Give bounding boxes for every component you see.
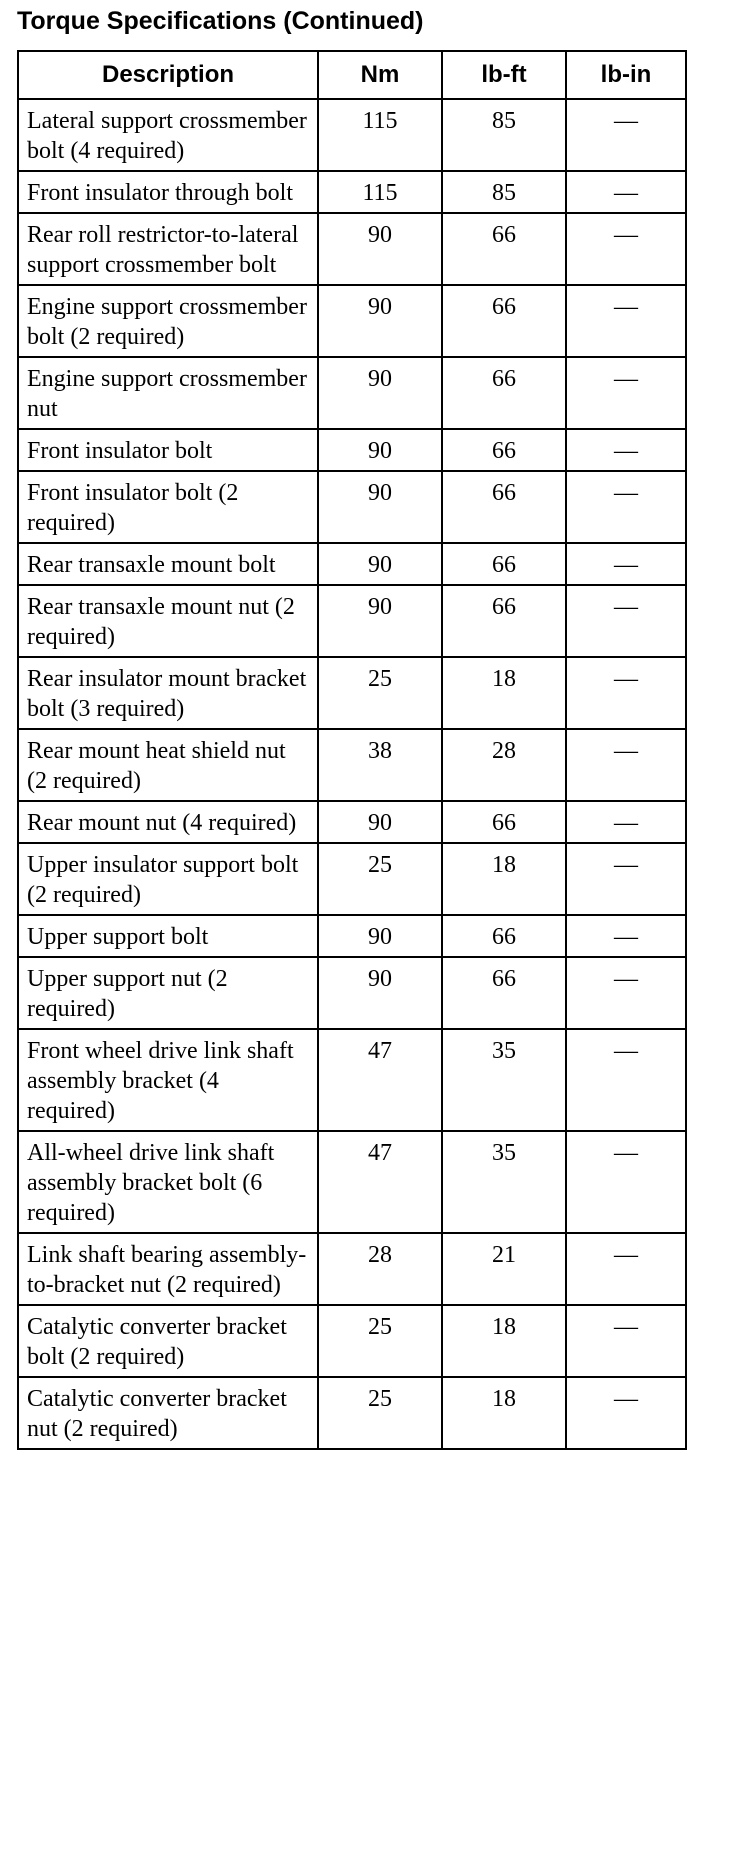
cell-description: Engine support crossmember bolt (2 required) [18, 285, 318, 357]
column-header-nm: Nm [318, 51, 442, 99]
cell-lbft: 18 [442, 1377, 566, 1449]
cell-lbft: 66 [442, 801, 566, 843]
cell-description: Rear insulator mount bracket bolt (3 required) [18, 657, 318, 729]
cell-lbin: — [566, 657, 686, 729]
cell-nm: 25 [318, 1377, 442, 1449]
cell-lbin: — [566, 171, 686, 213]
table-row [18, 585, 686, 657]
cell-lbin: — [566, 471, 686, 543]
table-row [18, 1029, 686, 1131]
column-header-lbft: lb-ft [442, 51, 566, 99]
table-row [18, 357, 686, 429]
table-row [18, 915, 686, 957]
table-row [18, 657, 686, 729]
cell-lbft: 66 [442, 429, 566, 471]
cell-lbin: — [566, 585, 686, 657]
cell-lbft: 18 [442, 843, 566, 915]
cell-lbft: 66 [442, 357, 566, 429]
cell-description: Upper support bolt [18, 915, 318, 957]
cell-nm: 90 [318, 429, 442, 471]
cell-lbin: — [566, 213, 686, 285]
cell-description: Front wheel drive link shaft assembly bracket (4 required) [18, 1029, 318, 1131]
torque-spec-table [17, 50, 687, 1450]
cell-lbft: 35 [442, 1131, 566, 1233]
cell-lbft: 66 [442, 285, 566, 357]
cell-nm: 28 [318, 1233, 442, 1305]
cell-description: Engine support crossmember nut [18, 357, 318, 429]
table-row [18, 429, 686, 471]
cell-lbft: 28 [442, 729, 566, 801]
table-row [18, 1305, 686, 1377]
cell-lbft: 35 [442, 1029, 566, 1131]
table-row [18, 1233, 686, 1305]
cell-nm: 90 [318, 957, 442, 1029]
cell-nm: 38 [318, 729, 442, 801]
cell-lbin: — [566, 99, 686, 171]
cell-nm: 90 [318, 213, 442, 285]
cell-description: Upper support nut (2 required) [18, 957, 318, 1029]
table-row [18, 99, 686, 171]
table-row [18, 213, 686, 285]
table-row [18, 729, 686, 801]
cell-lbin: — [566, 729, 686, 801]
cell-description: Lateral support crossmember bolt (4 required) [18, 99, 318, 171]
cell-description: Front insulator through bolt [18, 171, 318, 213]
cell-lbft: 21 [442, 1233, 566, 1305]
cell-lbin: — [566, 1131, 686, 1233]
cell-lbin: — [566, 357, 686, 429]
cell-lbft: 66 [442, 213, 566, 285]
cell-description: Rear transaxle mount nut (2 required) [18, 585, 318, 657]
cell-lbin: — [566, 915, 686, 957]
cell-description: Front insulator bolt [18, 429, 318, 471]
cell-lbin: — [566, 1305, 686, 1377]
cell-nm: 90 [318, 357, 442, 429]
cell-description: Rear transaxle mount bolt [18, 543, 318, 585]
table-row [18, 1131, 686, 1233]
column-header-lbin: lb-in [566, 51, 686, 99]
cell-lbft: 66 [442, 585, 566, 657]
cell-description: Front insulator bolt (2 required) [18, 471, 318, 543]
table-row [18, 801, 686, 843]
table-row [18, 957, 686, 1029]
cell-lbft: 18 [442, 657, 566, 729]
cell-lbin: — [566, 1029, 686, 1131]
cell-lbft: 85 [442, 99, 566, 171]
cell-lbft: 18 [442, 1305, 566, 1377]
cell-lbft: 66 [442, 543, 566, 585]
cell-nm: 25 [318, 1305, 442, 1377]
table-row [18, 285, 686, 357]
table-row [18, 543, 686, 585]
page-title: Torque Specifications (Continued) [17, 7, 424, 35]
cell-description: Rear mount nut (4 required) [18, 801, 318, 843]
cell-lbin: — [566, 801, 686, 843]
cell-nm: 90 [318, 285, 442, 357]
cell-lbin: — [566, 1233, 686, 1305]
cell-lbft: 66 [442, 957, 566, 1029]
table-row [18, 471, 686, 543]
cell-lbin: — [566, 543, 686, 585]
cell-nm: 47 [318, 1131, 442, 1233]
cell-description: Upper insulator support bolt (2 required) [18, 843, 318, 915]
cell-nm: 25 [318, 657, 442, 729]
cell-nm: 115 [318, 99, 442, 171]
cell-nm: 90 [318, 915, 442, 957]
cell-lbin: — [566, 957, 686, 1029]
cell-description: Rear mount heat shield nut (2 required) [18, 729, 318, 801]
table-body [18, 99, 686, 1449]
cell-lbft: 66 [442, 915, 566, 957]
cell-nm: 25 [318, 843, 442, 915]
cell-lbin: — [566, 429, 686, 471]
cell-description: All-wheel drive link shaft assembly bracket bolt (6 required) [18, 1131, 318, 1233]
cell-lbft: 66 [442, 471, 566, 543]
cell-lbin: — [566, 843, 686, 915]
cell-nm: 90 [318, 801, 442, 843]
cell-description: Catalytic converter bracket nut (2 required) [18, 1377, 318, 1449]
cell-nm: 90 [318, 543, 442, 585]
cell-nm: 115 [318, 171, 442, 213]
table-header-row [18, 51, 686, 99]
cell-nm: 90 [318, 471, 442, 543]
cell-lbin: — [566, 1377, 686, 1449]
column-header-description: Description [18, 51, 318, 99]
table-row [18, 1377, 686, 1449]
cell-description: Rear roll restrictor-to-lateral support crossmember bolt [18, 213, 318, 285]
cell-description: Catalytic converter bracket bolt (2 required) [18, 1305, 318, 1377]
cell-description: Link shaft bearing assembly-to-bracket nut (2 required) [18, 1233, 318, 1305]
table-row [18, 171, 686, 213]
cell-nm: 90 [318, 585, 442, 657]
table-row [18, 843, 686, 915]
cell-lbft: 85 [442, 171, 566, 213]
cell-lbin: — [566, 285, 686, 357]
cell-nm: 47 [318, 1029, 442, 1131]
